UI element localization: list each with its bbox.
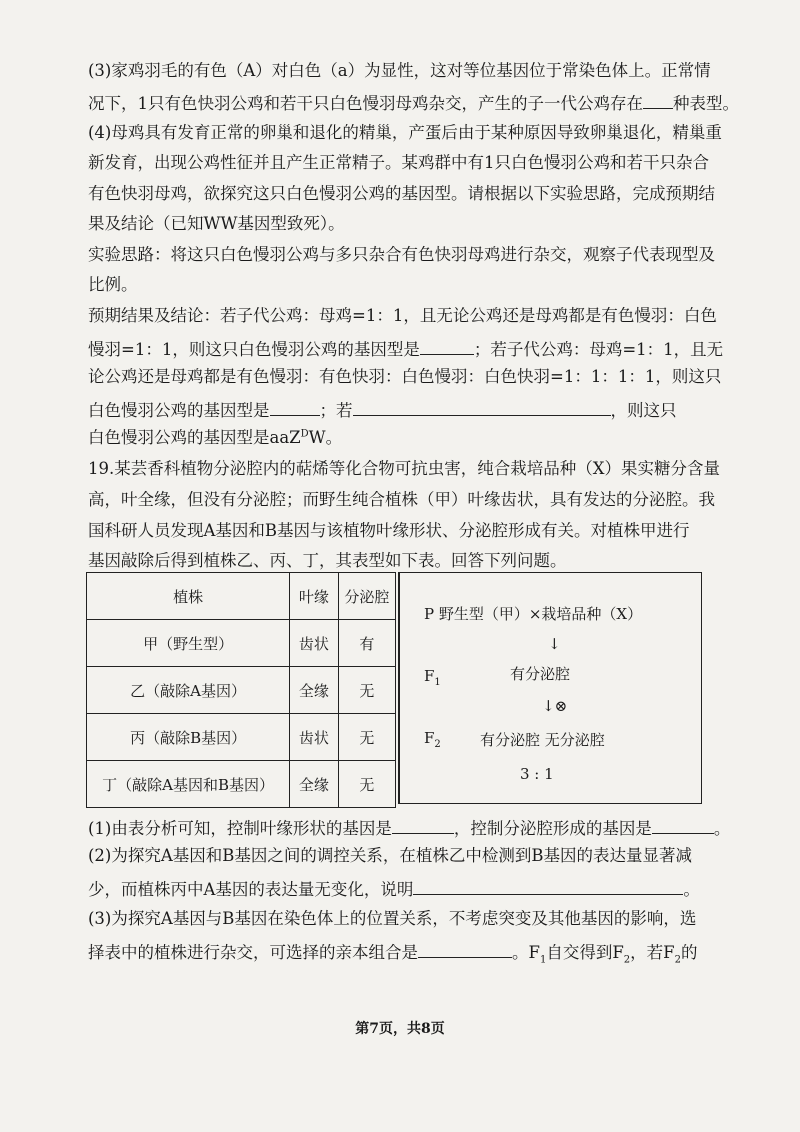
answer-blank[interactable] [270, 397, 320, 416]
s3-text: ，若F [630, 943, 675, 962]
cross-parent-line: P 野生型（甲）×栽培品种（X） [424, 605, 643, 623]
cross-diagram [398, 572, 702, 804]
selfing-arrow-icon: ↓⊗ [542, 697, 568, 715]
s1-text: 。 [713, 819, 731, 838]
phenotype-table [86, 572, 396, 808]
q19-line3: 国科研人员发现A基因和B基因与该植物叶缘形状、分泌腔形成有关。对植株甲进行 [88, 521, 690, 540]
s2-text: 。 [683, 880, 700, 899]
q4-line1: (4)母鸡具有发育正常的卵巢和退化的精巢，产蛋后由于某种原因导致卵巢退化，精巢重 [88, 123, 722, 142]
table-row [87, 761, 396, 808]
q19-line4: 基因敲除后得到植株乙、丙、丁，其表型如下表。回答下列问题。 [88, 551, 567, 570]
s2-line2 [88, 876, 708, 901]
table-cell: 丙（敲除B基因） [87, 714, 290, 761]
table-cell: 甲（野生型） [87, 620, 290, 667]
result-line1: 预期结果及结论：若子代公鸡：母鸡=1：1，且无论公鸡还是母鸡都是有色慢羽：白色 [88, 306, 717, 325]
table-cell: 丁（敲除A基因和B基因） [87, 761, 290, 808]
result-text: 慢羽=1：1，则这只白色慢羽公鸡的基因型是 [88, 340, 420, 359]
q19-line2: 高，叶全缘，但没有分泌腔；而野生纯合植株（甲）叶缘齿状，具有发达的分泌腔。我 [88, 490, 715, 509]
answer-blank[interactable] [652, 815, 714, 834]
q3-text: 况下，1只有色快羽公鸡和若干只白色慢羽母鸡杂交，产生的子一代公鸡存在 [88, 94, 643, 113]
table-cell: 无 [338, 761, 395, 808]
q4-line3: 有色快羽母鸡，欲探究这只白色慢羽公鸡的基因型。请根据以下实验思路，完成预期结 [88, 184, 715, 203]
table-header-row [87, 573, 396, 620]
s1-text: (1)由表分析可知，控制叶缘形状的基因是 [88, 819, 392, 838]
s2-line1: (2)为探究A基因和B基因之间的调控关系，在植株乙中检测到B基因的表达量显著减 [88, 846, 693, 865]
table-header: 植株 [87, 573, 290, 620]
f1-label [424, 667, 441, 688]
table-cell: 全缘 [290, 761, 338, 808]
table-cell: 有 [338, 620, 395, 667]
idea-line1: 实验思路：将这只白色慢羽公鸡与多只杂合有色快羽母鸡进行杂交，观察子代表现型及 [88, 245, 715, 264]
table-row [87, 620, 396, 667]
subscript: 2 [623, 954, 631, 966]
table-row [87, 667, 396, 714]
result-text: ；若 [319, 401, 353, 420]
q3-text-end: 种表型。 [673, 94, 739, 113]
s3-line1: (3)为探究A基因与B基因在染色体上的位置关系，不考虑突变及其他基因的影响，选 [88, 909, 697, 928]
table-header: 叶缘 [290, 573, 338, 620]
q4-line4: 果及结论（已知WW基因型致死）。 [88, 214, 345, 233]
table-cell: 无 [338, 667, 395, 714]
f1-phenotype: 有分泌腔 [510, 665, 571, 683]
down-arrow-icon: ↓ [548, 635, 561, 653]
subscript: 1 [434, 677, 441, 688]
f1-letter: F [424, 667, 435, 685]
result-text: 白色慢羽公鸡的基因型是aaZ [88, 428, 301, 447]
s3-text: 自交得到F [546, 943, 624, 962]
result-line3: 论公鸡还是母鸡都是有色慢羽：有色快羽：白色慢羽：白色快羽=1：1：1：1，则这只 [88, 367, 722, 386]
subscript: 2 [434, 739, 441, 750]
result-line4 [88, 397, 708, 422]
result-text: ，则这只 [610, 401, 677, 420]
f2-label [424, 729, 441, 750]
table-cell: 无 [338, 714, 395, 761]
f2-ratio: 3 : 1 [520, 765, 554, 783]
superscript: D [300, 428, 309, 440]
result-line5 [88, 427, 708, 449]
table-cell: 齿状 [290, 620, 338, 667]
page-number: 第7页，共8页 [355, 1021, 445, 1037]
table-header: 分泌腔 [338, 573, 395, 620]
table-cell: 齿状 [290, 714, 338, 761]
result-text: ；若子代公鸡：母鸡=1：1，且无 [473, 340, 724, 359]
s3-text: 。F [512, 943, 540, 962]
table-row [87, 714, 396, 761]
f2-letter: F [424, 729, 435, 747]
q3-line2 [88, 90, 739, 115]
q19-line1: 19.某芸香科植物分泌腔内的萜烯等化合物可抗虫害，纯合栽培品种（X）果实糖分含量 [88, 459, 720, 478]
result-text: W。 [308, 428, 343, 447]
result-line2 [88, 336, 724, 361]
s3-text: 择表中的植株进行杂交，可选择的亲本组合是 [88, 943, 418, 962]
answer-blank[interactable] [420, 336, 474, 355]
answer-blank[interactable] [413, 876, 683, 895]
s1-line [88, 815, 731, 840]
answer-blank[interactable] [643, 90, 673, 109]
answer-blank[interactable] [418, 939, 512, 958]
idea-line2: 比例。 [88, 275, 138, 294]
f2-phenotypes: 有分泌腔 无分泌腔 [480, 731, 605, 749]
result-text: 白色慢羽公鸡的基因型是 [88, 401, 270, 420]
s3-text: 的 [680, 943, 698, 962]
q4-line2: 新发育，出现公鸡性征并且产生正常精子。某鸡群中有1只白色慢羽公鸡和若干只杂合 [88, 153, 709, 172]
s3-line2 [88, 939, 708, 964]
answer-blank[interactable] [353, 397, 611, 416]
q3-line1: (3)家鸡羽毛的有色（A）对白色（a）为显性，这对等位基因位于常染色体上。正常情 [88, 61, 711, 80]
subscript: 2 [674, 954, 681, 966]
table-cell: 全缘 [290, 667, 338, 714]
table-cell: 乙（敲除A基因） [87, 667, 290, 714]
answer-blank[interactable] [392, 815, 454, 834]
subscript: 1 [539, 954, 547, 966]
s2-text: 少，而植株丙中A基因的表达量无变化，说明 [88, 880, 414, 899]
s1-text: ，控制分泌腔形成的基因是 [453, 819, 652, 838]
